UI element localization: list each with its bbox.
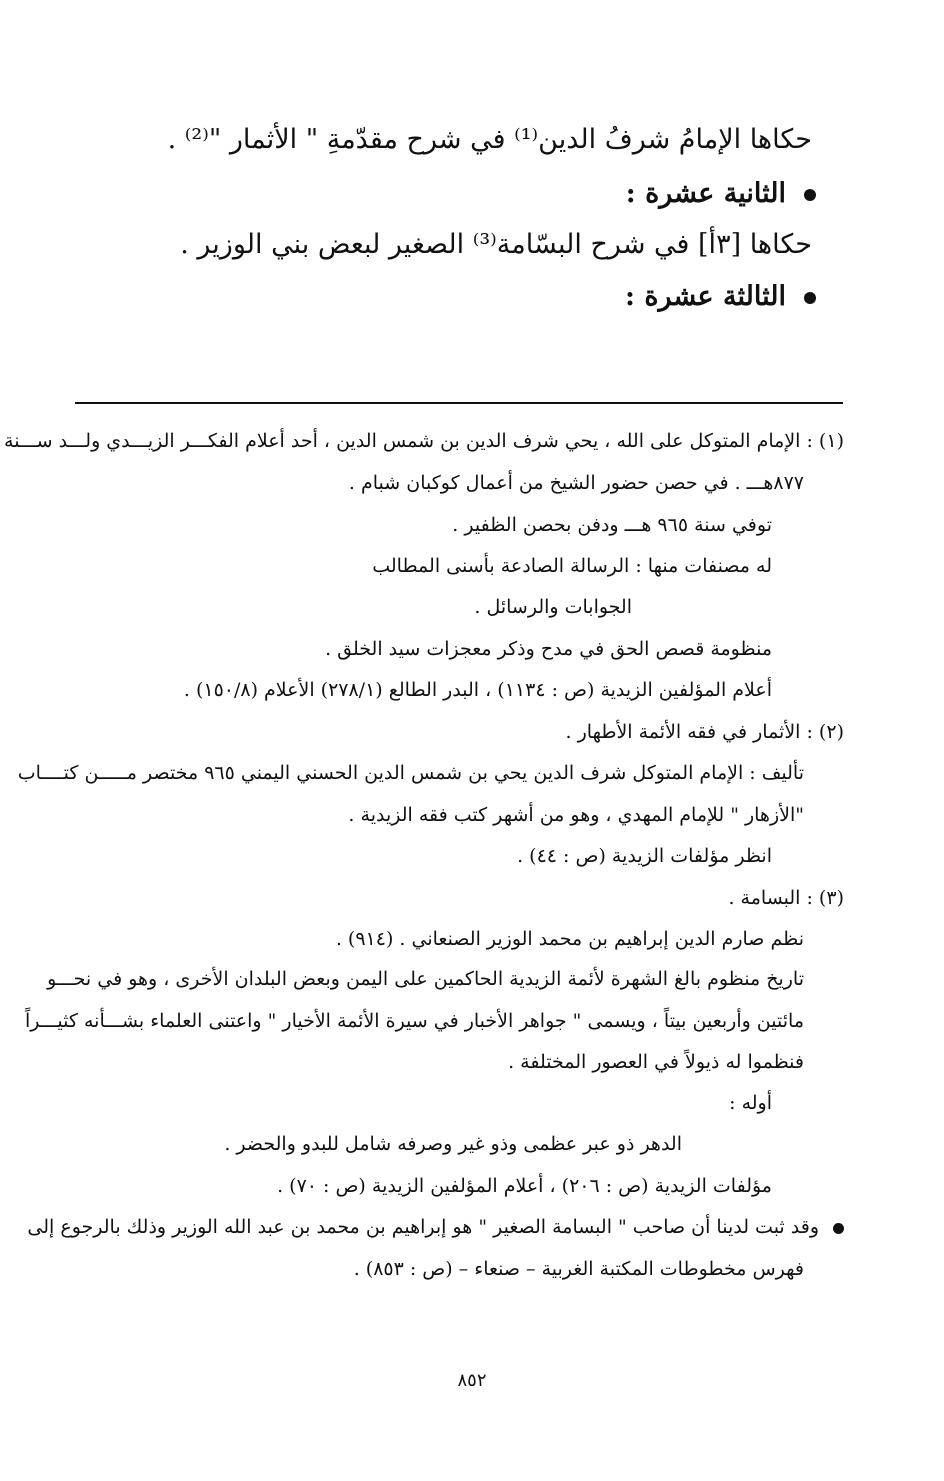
footnote-2-line-3: "الأزهار " للإمام المهدي ، وهو من أشهر كتب فقه الزيدية . xyxy=(348,804,804,826)
page-number: ٨٥٢ xyxy=(457,1370,487,1391)
footnote-3-line-8: مؤلفات الزيدية (ص : ٢٠٦) ، أعلام المؤلفين الزيدية (ص : ٧٠) . xyxy=(277,1175,772,1197)
footnote-3-line-6: أوله : xyxy=(729,1092,772,1114)
footnote-3-verse: الدهر ذو عبر عظمى وذو غير وصرفه شامل للبدو والحضر . xyxy=(224,1133,682,1155)
footnote-3-line-2: نظم صارم الدين إبراهيم بن محمد الوزير الصنعاني . (٩١٤) . xyxy=(335,928,804,950)
footnote-1-line-1: (١) : الإمام المتوكل على الله ، يحي شرف الدين بن شمس الدين ، أحد أعلام الفكـــر الزيـــدي ولـــد ســـنة xyxy=(4,430,844,452)
footnote-4-line-1-text: وقد ثبت لدينا أن صاحب " البسامة الصغير " هو إبراهيم بن محمد بن عبد الله الوزير وذلك بالرجوع إلى xyxy=(27,1216,819,1238)
bullet-icon xyxy=(804,292,816,304)
footnote-1-line-3: توفي سنة ٩٦٥ هـــ ودفن بحصن الظفير . xyxy=(452,514,772,536)
footnote-2-line-1: (٢) : الأثمار في فقه الأئمة الأطهار . xyxy=(565,721,844,743)
footnote-1-line-7: أعلام المؤلفين الزيدية (ص : ١١٣٤) ، البدر الطالع (٢٧٨/١) الأعلام (١٥٠/٨) . xyxy=(183,679,772,701)
footnote-3-line-3: تاريخ منظوم بالغ الشهرة لأئمة الزيدية الحاكمين على اليمن وبعض البلدان الأخرى ، وهو في نحـــو xyxy=(47,968,804,990)
footnote-4-line-2: فهرس مخطوطات المكتبة الغربية – صنعاء – (ص : ٨٥٣) . xyxy=(353,1258,804,1280)
footnote-2-line-4: انظر مؤلفات الزيدية (ص : ٤٤) . xyxy=(517,845,772,867)
footnote-3-line-5: فنظموا له ذيولاً في العصور المختلفة . xyxy=(508,1051,804,1073)
heading-twelfth xyxy=(626,178,816,209)
footnote-1-line-4: له مصنفات منها : الرسالة الصادعة بأسنى المطالب xyxy=(372,555,772,577)
footnote-1-line-5: الجوابات والرسائل . xyxy=(474,596,632,618)
footnote-3-line-4: مائتين وأربعين بيتاً ، ويسمى " جواهر الأخبار في سيرة الأئمة الأخيار " واعتنى العلماء بشـــأنه كثيـــراً xyxy=(24,1010,804,1032)
heading-thirteenth xyxy=(625,281,816,312)
footnote-3-line-1: (٣) : البسامة . xyxy=(728,887,844,909)
footnote-4-line-1 xyxy=(27,1216,844,1238)
main-text-line-1: حكاها الإمامُ شرفُ الدين⁽¹⁾ في شرح مقدّمةِ " الأثمار "⁽²⁾ . xyxy=(167,124,812,155)
footnote-1-line-6: منظومة قصص الحق في مدح وذكر معجزات سيد الخلق . xyxy=(325,638,772,660)
footnote-2-line-2: تأليف : الإمام المتوكل شرف الدين يحي بن شمس الدين الحسني اليمني ٩٦٥ مختصر مـــــن كتــــاب xyxy=(17,762,804,784)
heading-thirteenth-label: الثالثة عشرة : xyxy=(625,281,786,312)
heading-twelfth-label: الثانية عشرة : xyxy=(625,178,786,209)
main-text-line-3: حكاها [٣أ] في شرح البسّامة⁽³⁾ الصغير لبعض بني الوزير . xyxy=(180,229,812,260)
bullet-icon xyxy=(833,1223,844,1234)
bullet-icon xyxy=(804,189,816,201)
footnote-1-line-2: ٨٧٧هـــ . في حصن حضور الشيخ من أعمال كوكبان شبام . xyxy=(348,472,804,494)
footnote-separator xyxy=(75,402,843,404)
